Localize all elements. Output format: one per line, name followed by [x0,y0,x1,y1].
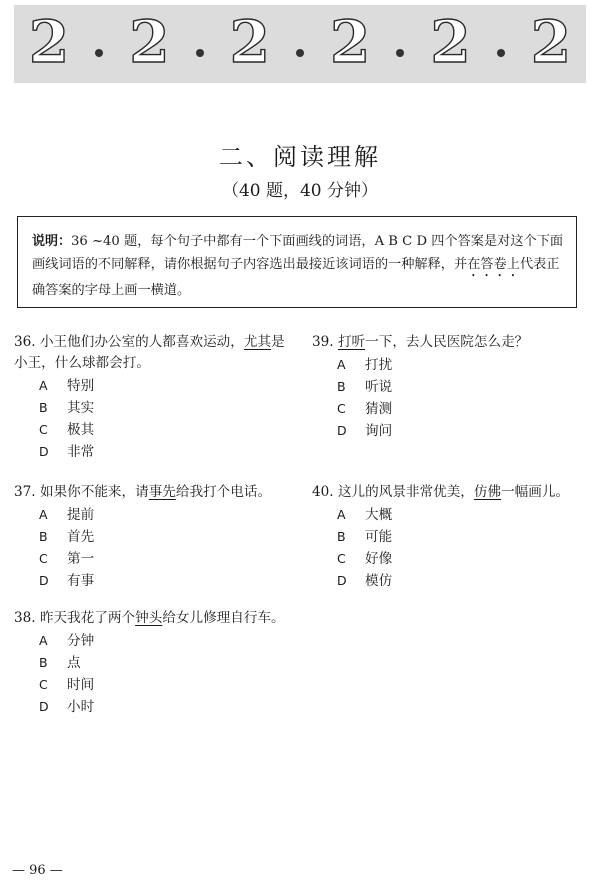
banner-dot [95,49,103,57]
instructions-label: 说明： [32,234,72,249]
underlined-word: 事先 [148,484,176,500]
banner-dot [396,49,404,57]
option-letter: D [337,573,347,588]
option-text: 听说 [365,379,393,395]
option-letter: A [337,357,346,372]
banner-digit: 2 [430,8,471,76]
option-letter: C [39,422,48,437]
option-d[interactable] [39,696,334,718]
question-text: 是小王，什么球都会打。 [14,334,285,371]
question-stem [14,608,334,629]
option-text: 特别 [67,378,95,394]
option-text: 小时 [67,699,95,715]
option-b[interactable] [39,526,304,548]
banner-dot [196,49,204,57]
question-36 [14,332,286,463]
option-letter: C [39,677,48,692]
option-text: 第一 [67,551,95,567]
option-letter: C [337,551,346,566]
option-letter: D [39,444,49,459]
instructions-text: 代表正确答案的字母上画一横道。 [32,256,560,298]
banner-digit: 2 [330,8,371,76]
option-a[interactable] [337,504,592,526]
option-letter: B [39,655,48,670]
instructions-box [17,216,577,308]
option-b[interactable] [337,376,584,398]
option-letter: B [337,379,346,394]
banner-digit: 2 [530,8,572,76]
option-letter: A [39,507,48,522]
question-40 [312,482,592,592]
banner-digit: 2 [129,8,170,76]
option-text: 可能 [365,529,393,545]
question-38 [14,608,334,718]
options-list [39,375,286,463]
option-letter: C [337,401,346,416]
option-c[interactable] [39,419,286,441]
option-text: 提前 [67,507,95,523]
option-text: 猜测 [365,401,393,417]
page-number: — 96 — [12,863,63,878]
option-d[interactable] [337,420,584,442]
option-a[interactable] [337,354,584,376]
option-letter: D [337,423,347,438]
question-37 [14,482,304,592]
question-stem [14,332,286,374]
option-text: 询问 [365,423,393,439]
header-banner [14,5,586,83]
instructions-text: 36 ~40 题，每个句子中都有一个下面画线的词语，A B C D 四个答案是对这个下面画线词语的不同解释，请你根据句子内容选出最接近该词语的一种解释，并 [32,234,564,272]
option-text: 好像 [365,551,393,567]
option-letter: B [39,400,48,415]
section-subtitle: （40 题，40 分钟） [221,181,379,201]
option-letter: C [39,551,48,566]
option-text: 首先 [67,529,95,545]
question-text: 小王他们办公室的人都喜欢运动， [39,334,244,350]
question-stem [14,482,304,503]
option-text: 极其 [67,422,95,438]
question-39 [312,332,584,442]
option-text: 打扰 [365,357,393,373]
option-letter: A [39,378,48,393]
option-text: 模仿 [365,573,393,589]
option-text: 其实 [67,400,95,416]
question-text: 一幅画儿。 [501,484,570,500]
option-letter: D [39,699,49,714]
option-text: 大概 [365,507,393,523]
option-a[interactable] [39,504,304,526]
question-number: 39. [312,334,334,350]
option-d[interactable] [39,570,304,592]
options-list [39,504,304,592]
question-text: 这儿的风景非常优美， [337,484,474,500]
option-letter: B [39,529,48,544]
banner-digit: 2 [28,8,70,76]
question-number: 36. [14,334,36,350]
option-a[interactable] [39,375,286,397]
underlined-word: 打听 [337,334,366,350]
question-number: 38. [14,610,36,626]
question-stem [312,482,592,503]
option-text: 分钟 [67,633,95,649]
option-c[interactable] [337,548,592,570]
option-text: 非常 [67,444,95,460]
option-text: 时间 [67,677,95,693]
section-title: 二、阅读理解 [219,143,381,171]
option-b[interactable] [337,526,592,548]
banner-dot [296,49,304,57]
banner-digit: 2 [229,8,270,76]
option-letter: A [39,633,48,648]
underlined-word: 尤其 [243,334,272,350]
question-stem [312,332,584,353]
option-b[interactable] [39,652,334,674]
option-d[interactable] [337,570,592,592]
option-text: 点 [67,655,81,671]
question-text: 给我打个电话。 [175,484,272,500]
option-letter: B [337,529,346,544]
question-text: 给女儿修理自行车。 [162,610,285,626]
question-text: 昨天我花了两个 [39,610,136,626]
banner-dot [497,49,505,57]
underlined-word: 钟头 [135,610,163,626]
instructions-emphasis: 在 [467,256,481,272]
options-list [39,630,334,718]
option-d[interactable] [39,441,286,463]
option-letter: A [337,507,346,522]
option-text: 有事 [67,573,95,589]
question-text: 如果你不能来，请 [39,484,149,500]
instructions-emphasis: 答卷上 [480,256,520,272]
question-text: 一下，去人民医院怎么走？ [365,334,529,350]
option-a[interactable] [39,630,334,652]
option-c[interactable] [39,674,334,696]
underlined-word: 仿佛 [473,484,502,500]
option-b[interactable] [39,397,286,419]
option-c[interactable] [337,398,584,420]
option-c[interactable] [39,548,304,570]
question-number: 40. [312,484,334,500]
options-list [337,504,592,592]
options-list [337,354,584,442]
option-letter: D [39,573,49,588]
question-number: 37. [14,484,36,500]
